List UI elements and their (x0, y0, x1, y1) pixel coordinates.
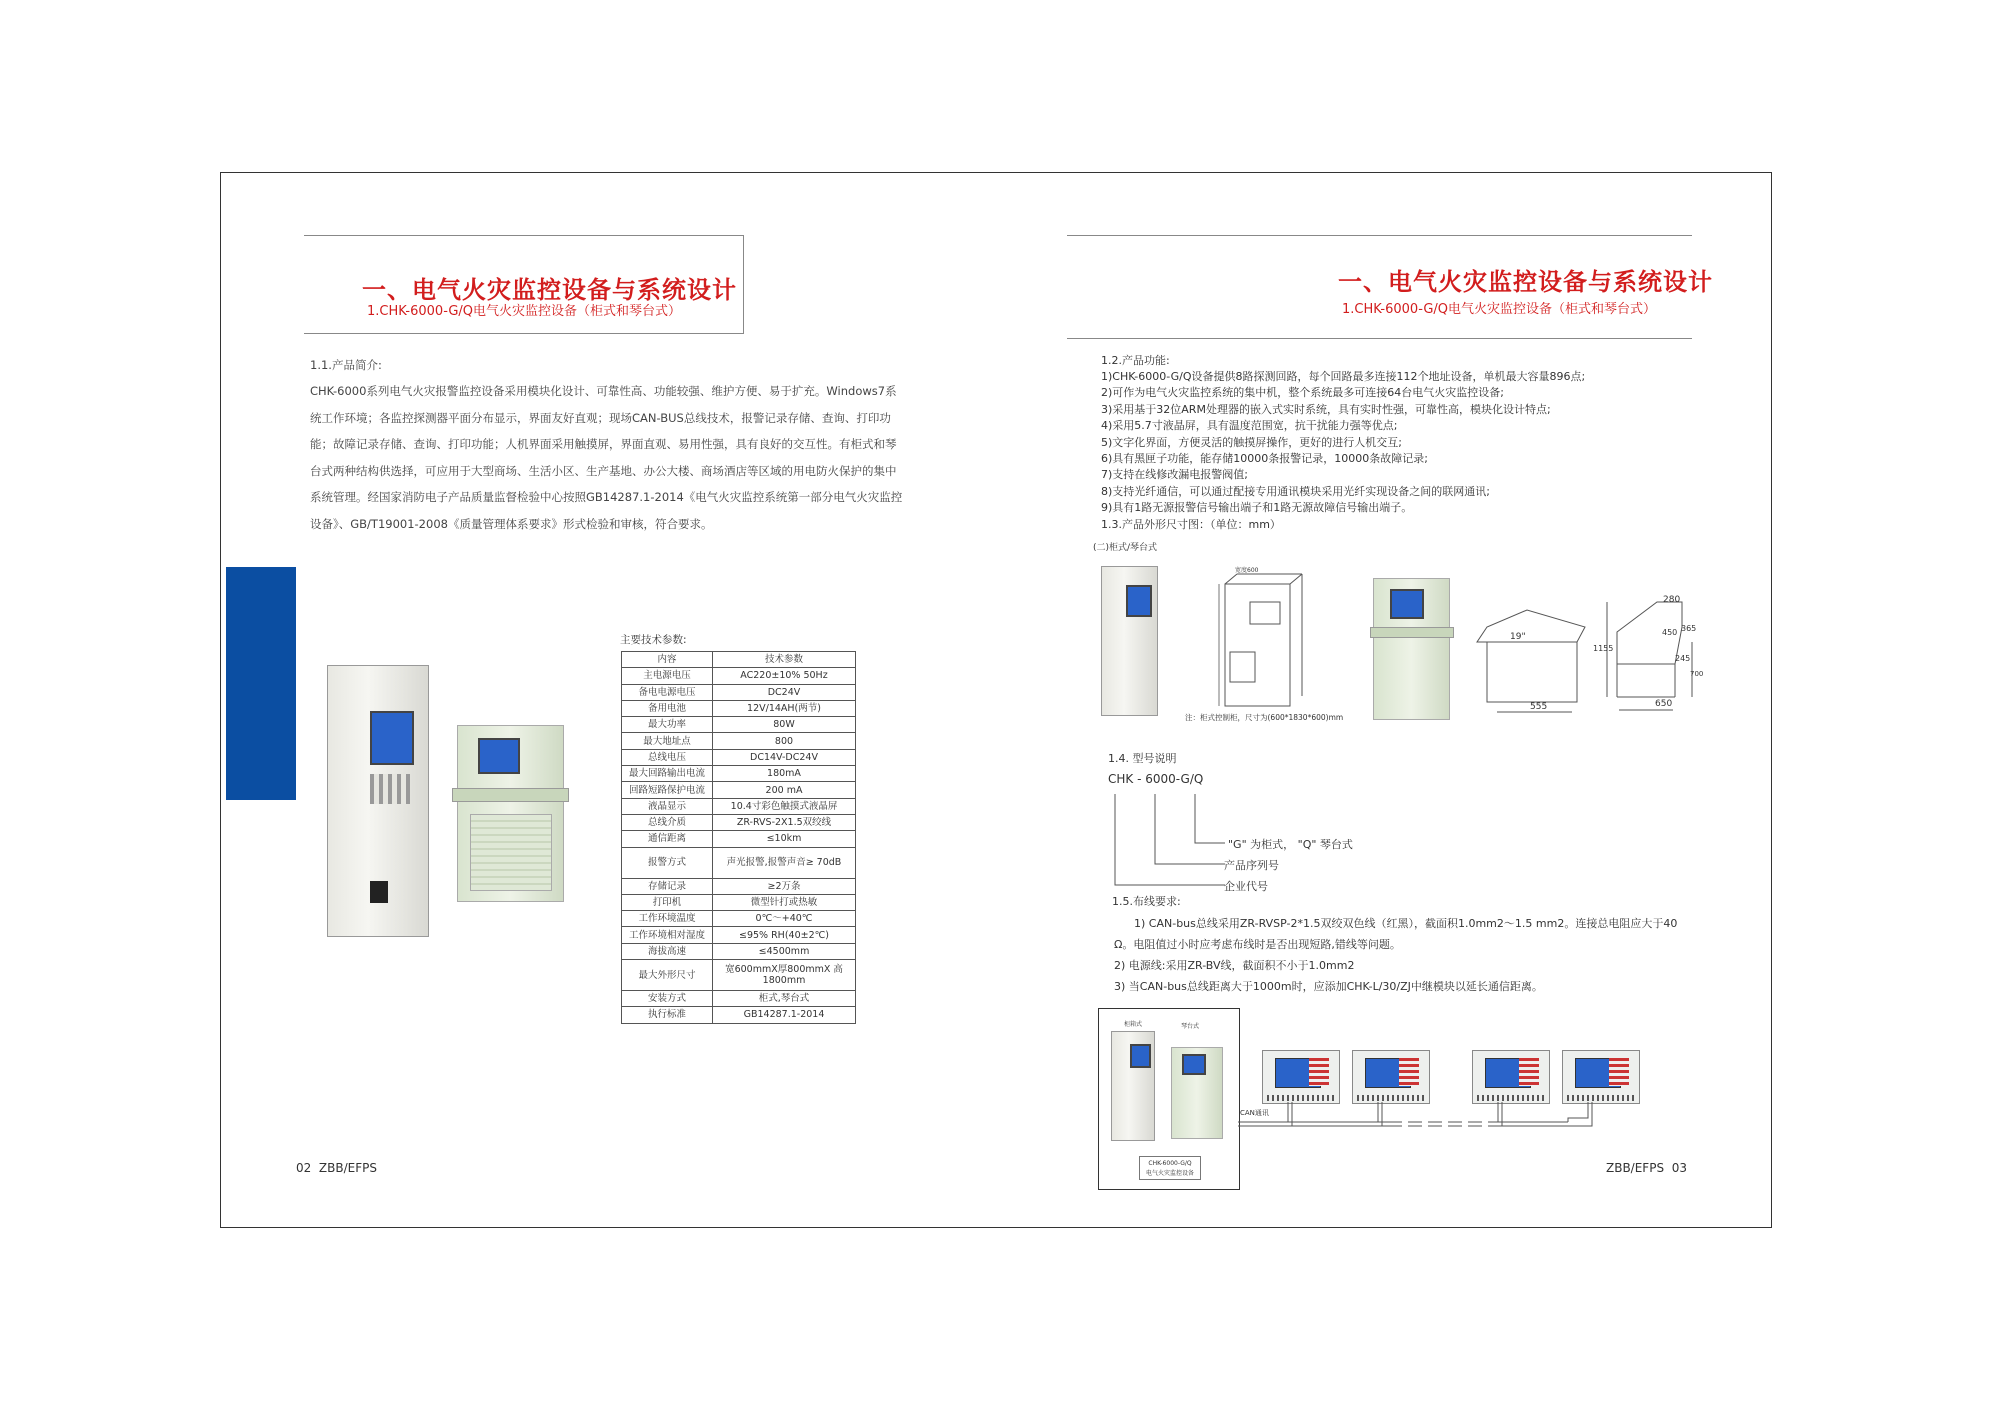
dim-700: 700 (1690, 670, 1704, 678)
function-item: 2)可作为电气火灾监控系统的集中机，整个系统最多可连接64台电气火灾监控设备; (1101, 386, 1504, 400)
spec-table (621, 651, 856, 1024)
spec-key: 总线介质 (622, 814, 713, 830)
spec-row (622, 911, 856, 927)
system-label-cabinet: 柜箱式 (1124, 1021, 1143, 1028)
spec-header-row (622, 652, 856, 668)
spec-value: DC14V-DC24V (713, 749, 856, 765)
spec-value: 宽600mmX厚800mmX 高1800mm (713, 960, 856, 991)
spec-row (622, 894, 856, 910)
accent-bar (226, 567, 296, 800)
dim-650: 650 (1655, 699, 1673, 709)
system-caption-name: 电气火灾监控设备 (1145, 1170, 1194, 1177)
spec-value: 声光报警,报警声音≥ 70dB (713, 847, 856, 878)
function-item: 6)具有黑匣子功能，能存储10000条报警记录，10000条故障记录; (1101, 452, 1428, 466)
function-item: 9)具有1路无源报警信号输出端子和1路无源故障信号输出端子。 (1101, 501, 1413, 515)
function-item: 8)支持光纤通信，可以通过配接专用通讯模块采用光纤实现设备之间的联网通讯; (1101, 484, 1490, 498)
spec-value: 微型针打或热敏 (713, 894, 856, 910)
spec-row (622, 700, 856, 716)
spec-key: 最大功率 (622, 717, 713, 733)
width-dimension: 宽度600 (1235, 567, 1259, 574)
spec-caption: 主要技术参数: (620, 634, 687, 646)
can-bus-wiring (1238, 1100, 1648, 1130)
spec-value: 柜式,琴台式 (713, 991, 856, 1007)
wiring-list (1114, 913, 1678, 997)
function-item: 7)支持在线修改漏电报警阀值; (1101, 468, 1248, 482)
spec-key: 工作环境温度 (622, 911, 713, 927)
spec-value: AC220±10% 50Hz (713, 668, 856, 684)
wiring-item: 2) 电源线:采用ZR-BV线，截面积不小于1.0mm2 (1114, 959, 1355, 972)
spec-key: 液晶显示 (622, 798, 713, 814)
intro-line: 能；故障记录存储、查询、打印功能；人机界面采用触摸屏，界面直观、易用性强，具有良好的交互性。有柜式和琴 (310, 437, 897, 451)
cabinet-photo-screen (1126, 585, 1152, 617)
spec-key: 报警方式 (622, 847, 713, 878)
cabinet-panel (370, 774, 410, 804)
intro-line: 统工作环境；各监控探测器平面分布显示，界面友好直观；现场CAN-BUS总线技术，报警记录存储、查询、打印功 (310, 410, 891, 425)
wiring-label: 1.5.布线要求: (1112, 895, 1181, 908)
function-item: 4)采用5.7寸液晶屏，具有温度范围宽，抗干扰能力强等优点; (1101, 419, 1398, 433)
detector-module (1562, 1050, 1640, 1104)
intro-line: 台式两种结构供选择，可应用于大型商场、生活小区、生产基地、办公大楼、商场酒店等区域的用电防火保护的集中 (310, 463, 897, 478)
spec-row (622, 943, 856, 959)
can-label: CAN通讯 (1240, 1109, 1269, 1117)
spec-row (622, 831, 856, 847)
dim-450: 450 (1662, 628, 1678, 637)
dim-1155: 1155 (1593, 644, 1614, 653)
spec-header-cell: 内容 (622, 652, 713, 668)
console-screen (478, 738, 520, 774)
system-console-screen (1182, 1054, 1206, 1075)
right-heading: 一、电气火灾监控设备与系统设计 (1338, 268, 1713, 296)
function-item: 3)采用基于32位ARM处理器的嵌入式实时系统，具有实时性强，可靠性高，模块化设计特点; (1101, 402, 1551, 416)
spec-key: 备电电源电压 (622, 684, 713, 700)
spec-value: DC24V (713, 684, 856, 700)
system-caption (1139, 1156, 1201, 1180)
spec-row (622, 749, 856, 765)
cabinet-image (327, 665, 429, 937)
spec-row (622, 684, 856, 700)
dim-365: 365 (1681, 624, 1697, 633)
cabinet-printer (370, 881, 388, 903)
spec-key: 回路短路保护电流 (622, 782, 713, 798)
right-subheading: 1.CHK-6000-G/Q电气火灾监控设备（柜式和琴台式） (1342, 302, 1657, 317)
spec-header-cell: 技术参数 (713, 652, 856, 668)
detector-module (1472, 1050, 1550, 1104)
right-rule-top (1067, 235, 1692, 236)
spec-value: ≤95% RH(40±2℃) (713, 927, 856, 943)
console-photo-screen (1390, 589, 1424, 619)
spec-row (622, 991, 856, 1007)
intro-label: 1.1.产品简介: (310, 358, 382, 372)
dimension-drawings (1095, 562, 1704, 732)
model-code: CHK - 6000-G/Q (1108, 772, 1204, 786)
spec-key: 安装方式 (622, 991, 713, 1007)
spec-row (622, 847, 856, 878)
spec-value: 180mA (713, 766, 856, 782)
dim-245: 245 (1675, 654, 1691, 663)
spec-key: 打印机 (622, 894, 713, 910)
spec-key: 备用电池 (622, 700, 713, 716)
left-subheading: 1.CHK-6000-G/Q电气火灾监控设备（柜式和琴台式） (367, 304, 682, 319)
spec-row (622, 814, 856, 830)
intro-line: CHK-6000系列电气火灾报警监控设备采用模块化设计、可靠性高、功能较强、维护方便、易于扩充。Windows7系 (310, 384, 897, 398)
console-photo (1373, 578, 1450, 720)
spec-value: 0℃～+40℃ (713, 911, 856, 927)
spec-key: 主电源电压 (622, 668, 713, 684)
spec-value: 10.4寸彩色触摸式液晶屏 (713, 798, 856, 814)
system-caption-model: CHK-6000-G/Q (1148, 1160, 1192, 1167)
function-item: 1)CHK-6000-G/Q设备提供8路探测回路，每个回路最多连接112个地址设备，单机最大容量896点; (1101, 370, 1586, 383)
intro-line: 设备》、GB/T19001-2008《质量管理体系要求》形式检验和审核，符合要求。 (310, 516, 713, 531)
right-rule-bottom (1067, 338, 1692, 339)
spec-key: 通信距离 (622, 831, 713, 847)
dim-555: 555 (1530, 702, 1548, 712)
spec-row (622, 766, 856, 782)
system-label-console: 琴台式 (1181, 1023, 1200, 1030)
spec-key: 执行标准 (622, 1007, 713, 1023)
model-note-company: 企业代号 (1224, 880, 1268, 893)
function-list (1101, 369, 1701, 517)
cabinet-screen (370, 711, 414, 765)
left-footer: 02 ZBB/EFPS (296, 1161, 377, 1175)
spec-value: ≤4500mm (713, 943, 856, 959)
console-desk (452, 788, 569, 802)
spec-value: GB14287.1-2014 (713, 1007, 856, 1023)
wiring-item: Ω。电阻值过小时应考虑布线时是否出现短路,错线等问题。 (1114, 938, 1401, 951)
console-image (457, 725, 564, 902)
dimension-sub: (二)柜式/琴台式 (1093, 543, 1158, 553)
intro-line: 系统管理。经国家消防电子产品质量监督检验中心按照GB14287.1-2014《电气火灾监控系统第一部分电气火灾监控 (310, 490, 903, 504)
spec-key: 最大外形尺寸 (622, 960, 713, 991)
dimension-note: 注：柜式控制柜，尺寸为(600*1830*600)mm (1185, 713, 1344, 722)
spec-row (622, 782, 856, 798)
spec-value: ≤10km (713, 831, 856, 847)
spec-row (622, 798, 856, 814)
console-photo-desk (1370, 627, 1454, 638)
right-footer: ZBB/EFPS 03 (1606, 1161, 1687, 1175)
system-device-box (1098, 1008, 1240, 1190)
system-cabinet-screen (1130, 1044, 1151, 1068)
dimension-label: 1.3.产品外形尺寸图：（单位：mm） (1101, 518, 1281, 531)
system-cabinet-image (1111, 1031, 1155, 1141)
spec-row (622, 878, 856, 894)
spec-value: ZR-RVS-2X1.5双绞线 (713, 814, 856, 830)
spec-row (622, 1007, 856, 1023)
cabinet-photo (1101, 566, 1158, 716)
spec-key: 存储记录 (622, 878, 713, 894)
spec-value: 800 (713, 733, 856, 749)
spec-key: 最大回路输出电流 (622, 766, 713, 782)
model-note-type: "G" 为柜式， "Q" 琴台式 (1228, 838, 1353, 851)
spec-row (622, 733, 856, 749)
spec-row (622, 717, 856, 733)
wiring-item: 1) CAN-bus总线采用ZR-RVSP-2*1.5双绞双色线（红黑），截面积1.0mm2～1.5 mm2。连接总电阻应大于40 (1134, 917, 1678, 930)
model-note-series: 产品序列号 (1224, 859, 1279, 872)
spec-key: 工作环境相对湿度 (622, 927, 713, 943)
system-console-image (1171, 1047, 1223, 1139)
spec-value: 200 mA (713, 782, 856, 798)
spec-value: 12V/14AH(两节) (713, 700, 856, 716)
model-bracket-lines (1110, 790, 1230, 890)
wiring-item: 3) 当CAN-bus总线距离大于1000m时，应添加CHK-L/30/ZJ中继模块以延长通信距离。 (1114, 980, 1543, 993)
spec-key: 总线电压 (622, 749, 713, 765)
detector-module (1352, 1050, 1430, 1104)
spec-value: ≥2万条 (713, 878, 856, 894)
model-label: 1.4. 型号说明 (1108, 752, 1177, 765)
spec-row (622, 668, 856, 684)
cabinet-dimension-drawing (1215, 562, 1320, 722)
left-heading: 一、电气火灾监控设备与系统设计 (362, 276, 737, 304)
spec-key: 海拔高速 (622, 943, 713, 959)
function-item: 5)文字化界面，方便灵活的触摸屏操作，更好的进行人机交互; (1101, 435, 1402, 449)
function-label: 1.2.产品功能: (1101, 354, 1170, 367)
intro-paragraph (310, 378, 910, 537)
console-cabinet (470, 814, 552, 891)
product-photo (322, 655, 572, 940)
spec-row (622, 960, 856, 991)
dim-280: 280 (1663, 595, 1681, 605)
dim-screen-size: 19" (1510, 632, 1526, 642)
spec-row (622, 927, 856, 943)
spec-value: 80W (713, 717, 856, 733)
detector-module (1262, 1050, 1340, 1104)
spec-key: 最大地址点 (622, 733, 713, 749)
